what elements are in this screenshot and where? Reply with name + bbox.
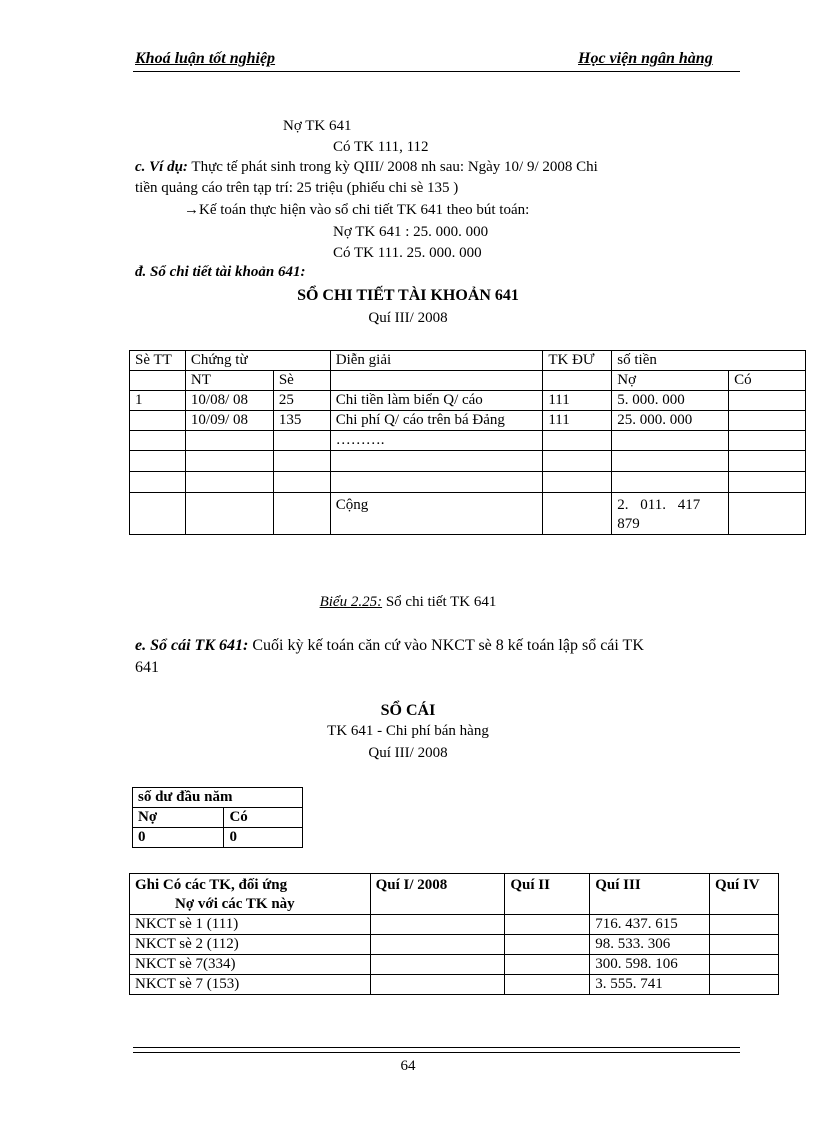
- cell-stt: [130, 411, 186, 431]
- th-co: Có: [729, 371, 806, 391]
- th-blank: [130, 371, 186, 391]
- cell-empty: [710, 935, 779, 955]
- section-e-text-1: Cuối kỳ kế toán căn cứ vào NKCT sè 8 kế toán lập sổ cái TK: [248, 637, 644, 654]
- header-left: Khoá luận tốt nghiệp: [135, 50, 276, 67]
- caption-label: Biểu 2.25:: [319, 594, 383, 610]
- ledger-th-q4: Quí IV: [710, 874, 779, 915]
- cell-empty: [273, 472, 330, 493]
- entry-credit: Có TK 111, 112: [333, 139, 429, 155]
- page-number: 64: [400, 1058, 416, 1074]
- footer-rule: [133, 1047, 740, 1053]
- cell-empty: [612, 472, 729, 493]
- cell-stt: 1: [130, 391, 186, 411]
- ledger-subtitle-2: Quí III/ 2008: [368, 745, 448, 761]
- ledger-subtitle-1: TK 641 - Chi phí bán hàng: [327, 723, 489, 739]
- cell-empty: [185, 493, 273, 535]
- table-row: [130, 391, 806, 411]
- section-e-label: e. Sổ cái TK 641:: [135, 637, 249, 654]
- cell-empty: [729, 493, 806, 535]
- section-d-heading: đ. Sổ chi tiết tài khoản 641:: [135, 264, 306, 280]
- ledger-account: NKCT sè 7 (153): [130, 975, 371, 995]
- table-row: [130, 472, 806, 493]
- entry-debit: Nợ TK 641: [283, 118, 352, 134]
- header-right: Học viện ngân hàng: [578, 50, 713, 67]
- example-text-1: Thực tế phát sinh trong kỳ QIII/ 2008 nh sau: Ngày 10/ 9/ 2008 Chi: [187, 159, 598, 175]
- cell-empty: [330, 472, 543, 493]
- cell-co: [729, 411, 806, 431]
- cell-empty: [505, 975, 590, 995]
- cell-nt: 10/09/ 08: [185, 411, 273, 431]
- opening-header: số dư đầu năm: [133, 788, 303, 808]
- cell-empty: [710, 955, 779, 975]
- th-nt: NT: [185, 371, 273, 391]
- cell-empty: [273, 493, 330, 535]
- th-dien-giai: Diễn giải: [330, 351, 543, 371]
- cell-stt: [130, 431, 186, 451]
- cell-dien-giai: Chi tiền làm biển Q/ cáo: [330, 391, 543, 411]
- th-no: Nợ: [612, 371, 729, 391]
- cell-empty: [710, 915, 779, 935]
- detail-title: SỔ CHI TIẾT TÀI KHOẢN 641: [297, 287, 519, 304]
- cell-empty: [273, 451, 330, 472]
- ledger-account: NKCT sè 1 (111): [130, 915, 371, 935]
- cell-empty: [710, 975, 779, 995]
- detail-caption: [0, 594, 816, 611]
- cell-se: [273, 431, 330, 451]
- cell-no: [612, 431, 729, 451]
- th-sotien: số tiền: [612, 351, 806, 371]
- ledger-title: SỔ CÁI: [380, 702, 436, 719]
- cell-empty: [543, 493, 612, 535]
- cell-empty: [612, 451, 729, 472]
- th-blank: [543, 371, 612, 391]
- ledger-q3-value: 98. 533. 306: [590, 935, 710, 955]
- cell-empty: [370, 935, 505, 955]
- cell-empty: [130, 493, 186, 535]
- cell-se: 135: [273, 411, 330, 431]
- cell-dien-giai: Chi phí Q/ cáo trên bá Đảng: [330, 411, 543, 431]
- example-arrow-text: →Kế toán thực hiện vào sổ chi tiết TK 641 theo bút toán:: [184, 202, 530, 218]
- example-credit: Có TK 111. 25. 000. 000: [333, 245, 482, 261]
- table-row: [130, 915, 779, 935]
- table-row: [130, 955, 779, 975]
- cell-empty: [185, 472, 273, 493]
- ledger-q3-value: 3. 555. 741: [590, 975, 710, 995]
- ledger-account: NKCT sè 7(334): [130, 955, 371, 975]
- total-label: Cộng: [330, 493, 543, 535]
- ledger-table: [129, 873, 779, 995]
- cell-empty: [130, 451, 186, 472]
- th-stt: Sè TT: [130, 351, 186, 371]
- cell-nt: 10/08/ 08: [185, 391, 273, 411]
- example-line-1: [135, 159, 598, 176]
- example-label: c. Ví dụ:: [135, 159, 188, 175]
- cell-nt: [185, 431, 273, 451]
- opening-no-value: 0: [133, 828, 224, 848]
- ledger-th-q2: Quí II: [505, 874, 590, 915]
- example-debit: Nợ TK 641 : 25. 000. 000: [333, 224, 489, 240]
- cell-empty: [505, 955, 590, 975]
- th-chungtu: Chứng từ: [185, 351, 330, 371]
- cell-empty: [729, 472, 806, 493]
- cell-tkdu: 111: [543, 391, 612, 411]
- th-se: Sè: [273, 371, 330, 391]
- header-rule: [133, 71, 740, 72]
- table-row: [130, 431, 806, 451]
- cell-no: 25. 000. 000: [612, 411, 729, 431]
- cell-empty: [370, 975, 505, 995]
- ledger-th-accounts-2: Nợ với các TK này: [175, 896, 295, 912]
- ledger-q3-value: 716. 437. 615: [590, 915, 710, 935]
- cell-empty: [185, 451, 273, 472]
- th-tkdu: TK ĐƯ: [543, 351, 612, 371]
- ledger-th-accounts: [130, 874, 371, 915]
- cell-empty: [505, 915, 590, 935]
- total-value: 2. 011. 417 879: [612, 493, 729, 535]
- cell-empty: [330, 451, 543, 472]
- cell-se: 25: [273, 391, 330, 411]
- cell-empty: [729, 451, 806, 472]
- cell-tkdu: [543, 431, 612, 451]
- th-blank: [330, 371, 543, 391]
- detail-subtitle: Quí III/ 2008: [368, 310, 448, 326]
- cell-empty: [543, 451, 612, 472]
- table-row: [130, 935, 779, 955]
- section-e-text-2: 641: [135, 659, 159, 676]
- opening-no-label: Nợ: [133, 808, 224, 828]
- cell-empty: [370, 955, 505, 975]
- cell-empty: [505, 935, 590, 955]
- ledger-th-q1: Quí I/ 2008: [370, 874, 505, 915]
- section-e-line-1: [135, 637, 644, 655]
- cell-empty: [543, 472, 612, 493]
- table-row: [130, 975, 779, 995]
- caption-text: Sổ chi tiết TK 641: [382, 594, 497, 610]
- cell-empty: [370, 915, 505, 935]
- opening-co-value: 0: [224, 828, 303, 848]
- detail-table: [129, 350, 806, 535]
- ledger-account: NKCT sè 2 (112): [130, 935, 371, 955]
- cell-empty: [130, 472, 186, 493]
- table-row: [130, 411, 806, 431]
- ledger-th-accounts-1: Ghi Có các TK, đối ứng: [135, 877, 288, 893]
- cell-dien-giai: ……….: [330, 431, 543, 451]
- cell-tkdu: 111: [543, 411, 612, 431]
- table-row: [130, 451, 806, 472]
- cell-co: [729, 391, 806, 411]
- ledger-th-q3: Quí III: [590, 874, 710, 915]
- total-row: [130, 493, 806, 535]
- cell-no: 5. 000. 000: [612, 391, 729, 411]
- cell-co: [729, 431, 806, 451]
- example-text-2: tiền quảng cáo trên tạp trí: 25 triệu (phiếu chi sè 135 ): [135, 180, 459, 196]
- opening-co-label: Có: [224, 808, 303, 828]
- opening-balance-table: [132, 787, 303, 848]
- ledger-q3-value: 300. 598. 106: [590, 955, 710, 975]
